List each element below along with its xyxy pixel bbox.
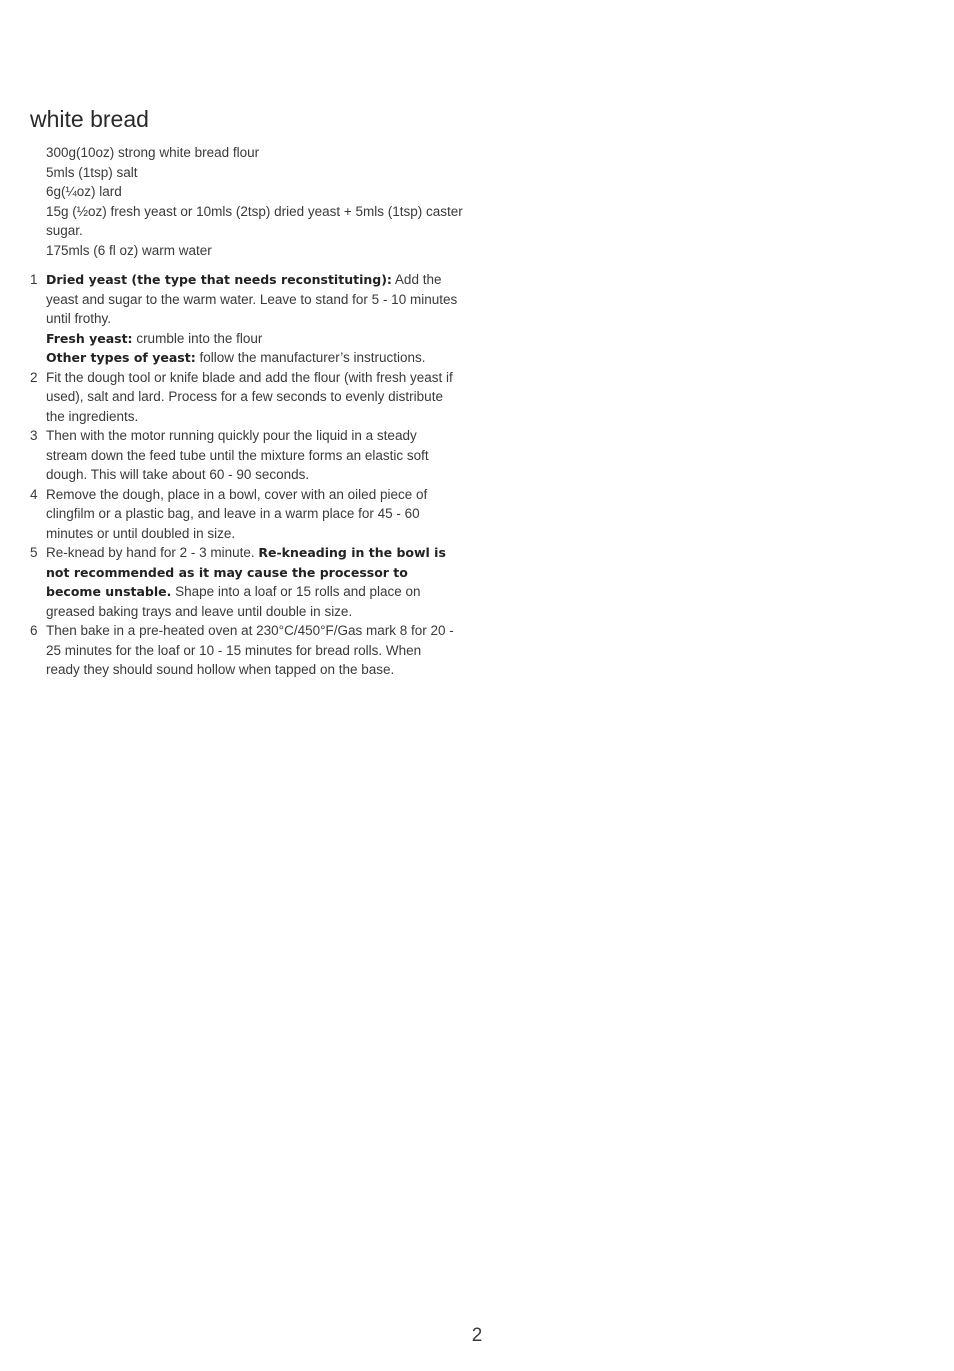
step-number: 2: [30, 369, 38, 385]
step-text: Remove the dough, place in a bowl, cover with an oiled piece of clingfilm or a plastic bag, and leave in a warm place for 45 - 60 minutes or until doubled in size.: [46, 486, 428, 541]
ingredient-item: 5mls (1tsp) salt: [46, 164, 138, 180]
step-warning-text: Re-kneading in the bowl is not recommended as it may cause the processor to become unstable.: [46, 545, 446, 599]
ingredient-item: 6g(¼oz) lard: [46, 184, 122, 199]
step-text: Shape into a loaf or 15 rolls and place on greased baking trays and leave until double in size.: [46, 584, 421, 619]
step-text: follow the manufacturer’s instructions.: [195, 350, 426, 365]
step-text: Add the yeast and sugar to the warm water. Leave to stand for 5 - 10 minutes until frothy.: [46, 272, 458, 326]
step-bold-text: Dried yeast (the type that needs reconstituting):: [46, 272, 392, 287]
step-text: Then with the motor running quickly pour the liquid in a steady stream down the feed tube until the mixture forms an elastic soft dough. This will take about 60 - 90 seconds.: [46, 428, 429, 482]
step-number: 6: [30, 623, 38, 638]
step-number: 4: [30, 486, 38, 502]
step-paragraph: [46, 543, 458, 621]
ingredient-item: 175mls (6 fl oz) warm water: [46, 242, 212, 258]
step-number: 5: [30, 545, 38, 560]
method-step-2: [30, 368, 458, 427]
step-paragraph: [46, 270, 458, 329]
method-step-5: [30, 543, 458, 621]
step-bold-text: Other types of yeast:: [46, 350, 196, 365]
step-text: crumble into the flour: [132, 330, 263, 346]
ingredient-item: 300g(10oz) strong white bread flour: [46, 145, 260, 160]
step-number: 1: [30, 272, 38, 287]
method-steps: [30, 270, 458, 680]
method-step-3: [30, 426, 458, 485]
ingredient-item: 15g (½oz) fresh yeast or 10mls (2tsp) dried yeast + 5mls (1tsp) caster sugar.: [46, 203, 463, 238]
ingredient-list: [46, 143, 466, 260]
method-step-4: [30, 485, 458, 544]
step-text: Re-knead by hand for 2 - 3 minute.: [46, 545, 259, 560]
step-text: Fit the dough tool or knife blade and add the flour (with fresh yeast if used), salt and lard. Process for a few seconds to evenly distribute the ingredients.: [46, 369, 453, 424]
step-text: Then bake in a pre-heated oven at 230°C/450°F/Gas mark 8 for 20 - 25 minutes for the loaf or 10 - 15 minutes for bread rolls. When ready they should sound hollow when tapped on the base.: [46, 623, 454, 677]
method-step-1: [30, 270, 458, 368]
step-number: 3: [30, 428, 38, 443]
method-step-6: [30, 621, 458, 680]
page-title: white bread: [30, 106, 149, 132]
step-paragraph: [46, 329, 458, 349]
page-number: 2: [471, 1325, 483, 1346]
step-bold-text: Fresh yeast:: [46, 330, 133, 346]
step-paragraph: [46, 348, 458, 368]
